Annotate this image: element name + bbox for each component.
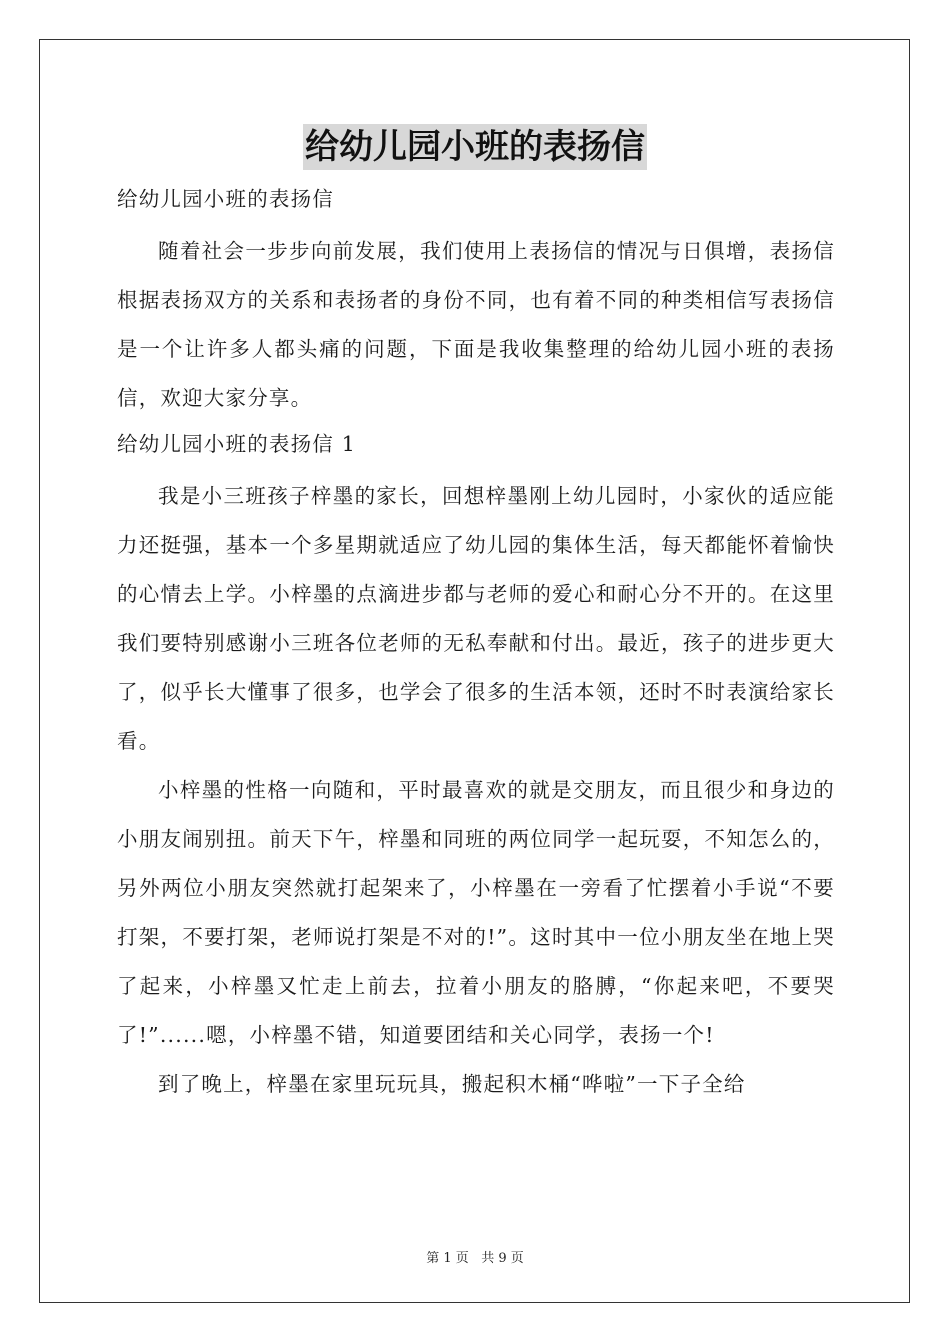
page-footer <box>0 1247 950 1266</box>
body-paragraph-1: 我是小三班孩子梓墨的家长，回想梓墨刚上幼儿园时，小家伙的适应能力还挺强，基本一个多星期就适应了幼儿园的集体生活，每天都能怀着愉快的心情去上学。小梓墨的点滴进步都与老师的爱心和耐心分不开的。在这里我们要特别感谢小三班各位老师的无私奉献和付出。最近，孩子的进步更大了，似乎长大懂事了很多，也学会了很多的生活本领，还时不时表演给家长看。 <box>117 484 835 753</box>
document-subtitle: 给幼儿园小班的表扬信 <box>117 187 334 211</box>
page-number: 第 1 页 <box>426 1251 469 1266</box>
title-container <box>0 124 950 170</box>
body-paragraph-3: 到了晚上，梓墨在家里玩玩具，搬起积木桶“哗啦”一下子全给 <box>158 1072 746 1096</box>
page-total: 共 9 页 <box>481 1251 524 1266</box>
intro-paragraph: 随着社会一步步向前发展，我们使用上表扬信的情况与日俱增，表扬信根据表扬双方的关系和表扬者的身份不同，也有着不同的种类相信写表扬信是一个让许多人都头痛的问题，下面是我收集整理的给幼儿园小班的表扬信，欢迎大家分享。 <box>117 239 835 410</box>
document-title: 给幼儿园小班的表扬信 <box>303 124 647 170</box>
body-paragraph-2: 小梓墨的性格一向随和，平时最喜欢的就是交朋友，而且很少和身边的小朋友闹别扭。前天下午，梓墨和同班的两位同学一起玩耍，不知怎么的，另外两位小朋友突然就打起架来了，小梓墨在一旁看了忙摆着小手说“不要打架，不要打架，老师说打架是不对的!”。这时其中一位小朋友坐在地上哭了起来，小梓墨又忙走上前去，拉着小朋友的胳膊，“你起来吧，不要哭了!”......嗯，小梓墨不错，知道要团结和关心同学，表扬一个! <box>117 778 835 1047</box>
document-body <box>117 178 835 1109</box>
section-heading: 给幼儿园小班的表扬信 1 <box>117 432 356 456</box>
